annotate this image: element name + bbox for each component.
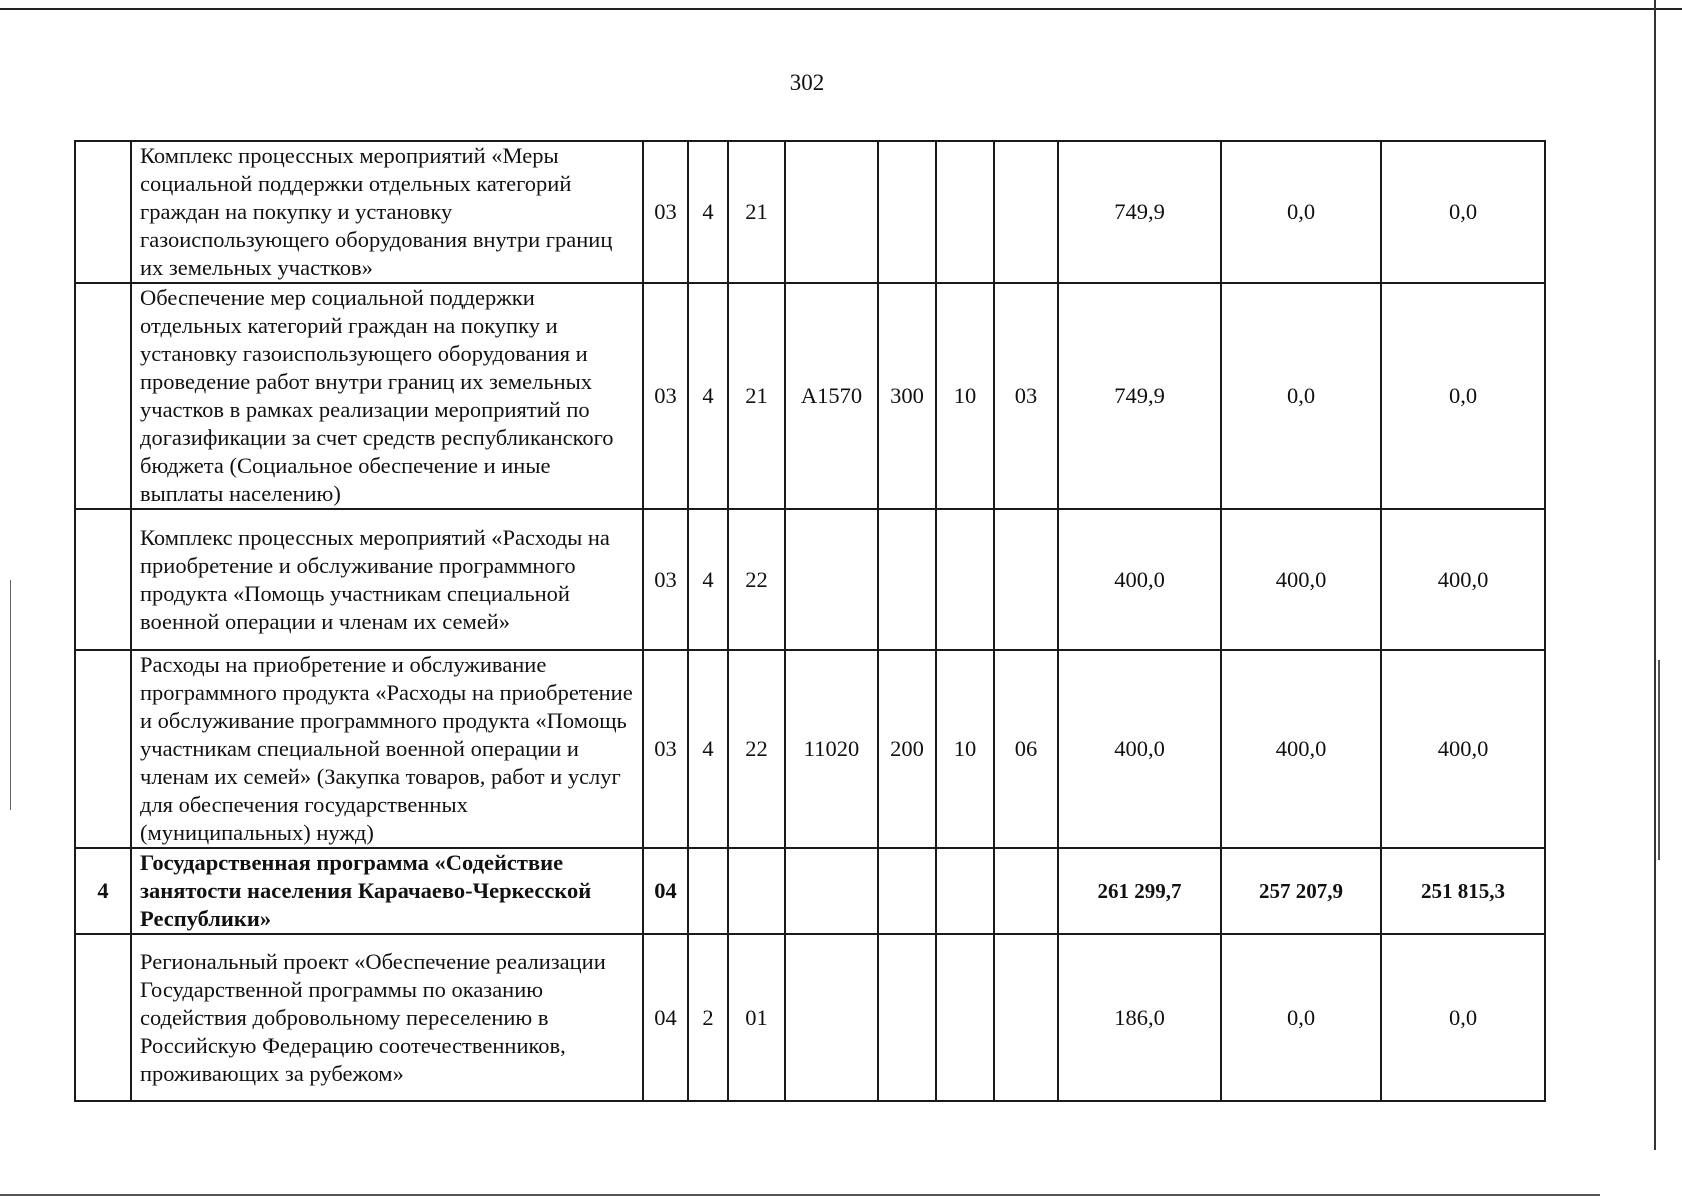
table-row: [75, 650, 1545, 848]
amount-year-3: 400,0: [1381, 509, 1545, 650]
code-type: 4: [688, 650, 728, 848]
amount-year-3: 400,0: [1381, 650, 1545, 848]
code-program: 04: [643, 934, 688, 1101]
code-program: 03: [643, 283, 688, 509]
code-section: 10: [936, 283, 994, 509]
amount-year-2: 257 207,9: [1221, 848, 1381, 934]
scan-border-right: [1654, 0, 1656, 1150]
code-expense-type: [878, 141, 936, 283]
budget-table: [74, 140, 1546, 1102]
code-expense-type: [878, 934, 936, 1101]
code-expense-type: [878, 848, 936, 934]
code-direction: 11020: [785, 650, 878, 848]
table-row: [75, 509, 1545, 650]
code-structure: 01: [728, 934, 785, 1101]
page-number: 302: [789, 70, 825, 95]
amount-year-1: 400,0: [1058, 650, 1221, 848]
code-direction: [785, 848, 878, 934]
code-direction: [785, 934, 878, 1101]
code-subsection: [994, 141, 1058, 283]
amount-year-2: 0,0: [1221, 283, 1381, 509]
code-program: 03: [643, 141, 688, 283]
amount-year-3: 0,0: [1381, 283, 1545, 509]
code-type: [688, 848, 728, 934]
amount-year-2: 400,0: [1221, 509, 1381, 650]
code-subsection: 06: [994, 650, 1058, 848]
code-type: 4: [688, 283, 728, 509]
code-type: 4: [688, 141, 728, 283]
scan-border-top: [0, 8, 1682, 10]
code-program: 04: [643, 848, 688, 934]
amount-year-2: 0,0: [1221, 141, 1381, 283]
code-program: 03: [643, 509, 688, 650]
amount-year-2: 0,0: [1221, 934, 1381, 1101]
amount-year-2: 400,0: [1221, 650, 1381, 848]
code-structure: [728, 848, 785, 934]
scan-border-left: [10, 580, 11, 810]
code-subsection: 03: [994, 283, 1058, 509]
code-program: 03: [643, 650, 688, 848]
row-number: [75, 283, 131, 509]
code-section: [936, 848, 994, 934]
code-type: 4: [688, 509, 728, 650]
row-name: Комплекс процессных мероприятий «Меры социальной поддержки отдельных категорий граждан на покупку и установку газоиспользующего оборудования внутри границ их земельных участков»: [131, 141, 643, 283]
code-expense-type: [878, 509, 936, 650]
amount-year-3: 0,0: [1381, 141, 1545, 283]
amount-year-3: 251 815,3: [1381, 848, 1545, 934]
amount-year-1: 749,9: [1058, 141, 1221, 283]
row-number: [75, 141, 131, 283]
code-subsection: [994, 509, 1058, 650]
row-name: Обеспечение мер социальной поддержки отдельных категорий граждан на покупку и установку газоиспользующего оборудования и проведение работ внутри границ их земельных участков в рамках реализации мероприятий по догазификации за счет средств республиканского бюджета (Социальное обеспечение и иные выплаты населению): [131, 283, 643, 509]
row-name: Региональный проект «Обеспечение реализации Государственной программы по оказанию содействия добровольному переселению в Российскую Федерацию соотечественников, проживающих за рубежом»: [131, 934, 643, 1101]
code-expense-type: 200: [878, 650, 936, 848]
amount-year-1: 186,0: [1058, 934, 1221, 1101]
code-direction: [785, 509, 878, 650]
table-row: [75, 934, 1545, 1101]
code-direction: A1570: [785, 283, 878, 509]
code-structure: 21: [728, 283, 785, 509]
code-section: [936, 934, 994, 1101]
amount-year-1: 261 299,7: [1058, 848, 1221, 934]
amount-year-1: 749,9: [1058, 283, 1221, 509]
code-expense-type: 300: [878, 283, 936, 509]
code-structure: 21: [728, 141, 785, 283]
table-row: [75, 283, 1545, 509]
table-row: [75, 848, 1545, 934]
amount-year-1: 400,0: [1058, 509, 1221, 650]
row-name: Государственная программа «Содействие занятости населения Карачаево-Черкесской Республики»: [131, 848, 643, 934]
code-direction: [785, 141, 878, 283]
row-number: [75, 509, 131, 650]
code-type: 2: [688, 934, 728, 1101]
code-section: [936, 509, 994, 650]
row-number: [75, 650, 131, 848]
row-number: [75, 934, 131, 1101]
code-structure: 22: [728, 509, 785, 650]
table-row: [75, 141, 1545, 283]
row-number: 4: [75, 848, 131, 934]
code-section: 10: [936, 650, 994, 848]
scan-border-right-inner: [1658, 660, 1660, 860]
code-subsection: [994, 848, 1058, 934]
row-name: Расходы на приобретение и обслуживание программного продукта «Расходы на приобретение и обслуживание программного продукта «Помощь участникам специальной военной операции и членам их семей» (Закупка товаров, работ и услуг для обеспечения государственных (муниципальных) нужд): [131, 650, 643, 848]
row-name: Комплекс процессных мероприятий «Расходы на приобретение и обслуживание программного продукта «Помощь участникам специальной военной операции и членам их семей»: [131, 509, 643, 650]
code-subsection: [994, 934, 1058, 1101]
code-section: [936, 141, 994, 283]
code-structure: 22: [728, 650, 785, 848]
scan-border-bottom: [0, 1194, 1600, 1196]
amount-year-3: 0,0: [1381, 934, 1545, 1101]
